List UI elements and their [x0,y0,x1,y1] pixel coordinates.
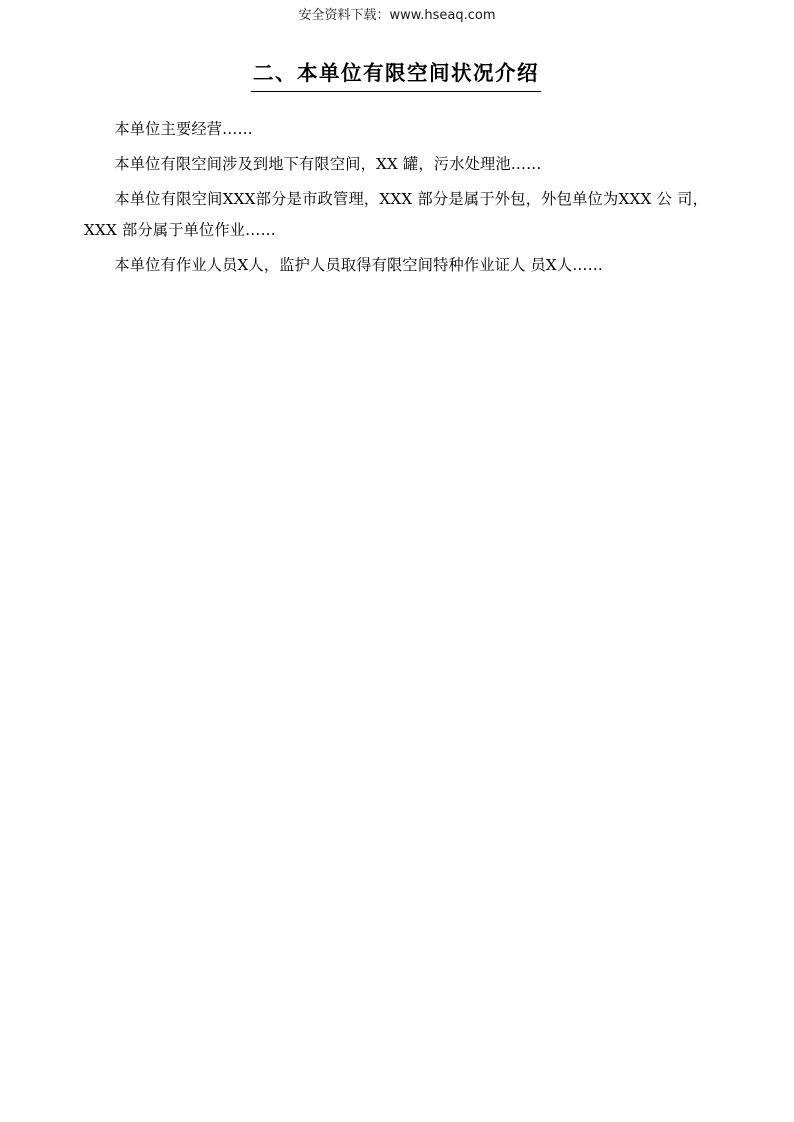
paragraph-2: 本单位有限空间涉及到地下有限空间，XX 罐，污水处理池…… [114,154,542,173]
paragraph-1: 本单位主要经营…… [114,119,253,138]
page-title [84,58,708,92]
page-title-text: 二、本单位有限空间状况介绍 [251,58,541,92]
paragraph-4: 本单位有作业人员X人，监护人员取得有限空间特种作业证人 员X人…… [114,256,604,275]
document-body [84,58,708,282]
watermark-text: 安全资料下载：www.hseaq.com [298,8,496,23]
paragraph-3: 本单位有限空间XXX部分是市政管理，XXX 部分是属于外包，外包单位为XXX 公 司，XXX 部分属于单位作业…… [84,190,708,240]
